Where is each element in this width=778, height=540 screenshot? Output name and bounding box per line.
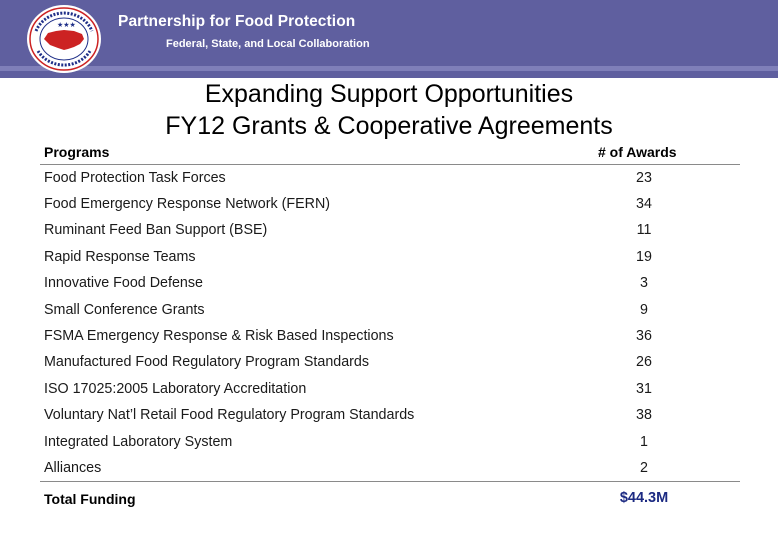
org-tagline: Federal, State, and Local Collaboration bbox=[166, 38, 370, 50]
award-count: 3 bbox=[640, 275, 648, 291]
award-count: 19 bbox=[636, 249, 652, 265]
table-row bbox=[0, 222, 778, 244]
header-divider bbox=[40, 164, 740, 165]
program-name: FSMA Emergency Response & Risk Based Inspections bbox=[44, 328, 394, 344]
award-count: 2 bbox=[640, 460, 648, 476]
table-row bbox=[0, 302, 778, 324]
program-name: Voluntary Nat’l Retail Food Regulatory Program Standards bbox=[44, 407, 415, 423]
total-funding-label: Total Funding bbox=[44, 491, 136, 507]
pfp-seal-logo bbox=[24, 3, 104, 75]
award-count: 38 bbox=[636, 407, 652, 423]
table-row bbox=[0, 275, 778, 297]
program-name: Ruminant Feed Ban Support (BSE) bbox=[44, 222, 268, 238]
award-count: 34 bbox=[636, 196, 652, 212]
award-count: 31 bbox=[636, 381, 652, 397]
table-row bbox=[0, 196, 778, 218]
award-count: 1 bbox=[640, 434, 648, 450]
program-name: Food Protection Task Forces bbox=[44, 170, 226, 186]
program-name: Small Conference Grants bbox=[44, 302, 205, 318]
table-row bbox=[0, 434, 778, 456]
table-row bbox=[0, 407, 778, 429]
table-row bbox=[0, 460, 778, 482]
table-row bbox=[0, 328, 778, 350]
org-name: Partnership for Food Protection bbox=[118, 13, 356, 30]
slide-title-line2: FY12 Grants & Cooperative Agreements bbox=[165, 112, 613, 140]
table-row bbox=[0, 354, 778, 376]
program-name: Food Emergency Response Network (FERN) bbox=[44, 196, 331, 212]
table-row bbox=[0, 170, 778, 192]
program-name: ISO 17025:2005 Laboratory Accreditation bbox=[44, 381, 307, 397]
svg-text:★★★: ★★★ bbox=[57, 21, 76, 29]
program-name: Integrated Laboratory System bbox=[44, 434, 233, 450]
table-row bbox=[0, 381, 778, 403]
header-banner bbox=[0, 0, 778, 78]
programs-column-header: Programs bbox=[44, 144, 110, 160]
total-funding-value: $44.3M bbox=[619, 490, 669, 506]
program-name: Manufactured Food Regulatory Program Standards bbox=[44, 354, 370, 370]
award-count: 26 bbox=[636, 354, 652, 370]
total-divider bbox=[40, 481, 740, 482]
program-name: Innovative Food Defense bbox=[44, 275, 203, 291]
program-name: Rapid Response Teams bbox=[44, 249, 196, 265]
awards-column-header: # of Awards bbox=[598, 144, 677, 160]
program-name: Alliances bbox=[44, 460, 102, 476]
slide-title-line1: Expanding Support Opportunities bbox=[204, 80, 574, 108]
award-count: 23 bbox=[636, 170, 652, 186]
award-count: 11 bbox=[636, 222, 652, 238]
table-row bbox=[0, 249, 778, 271]
banner-stripe bbox=[0, 66, 778, 71]
award-count: 36 bbox=[636, 328, 652, 344]
award-count: 9 bbox=[640, 302, 648, 318]
